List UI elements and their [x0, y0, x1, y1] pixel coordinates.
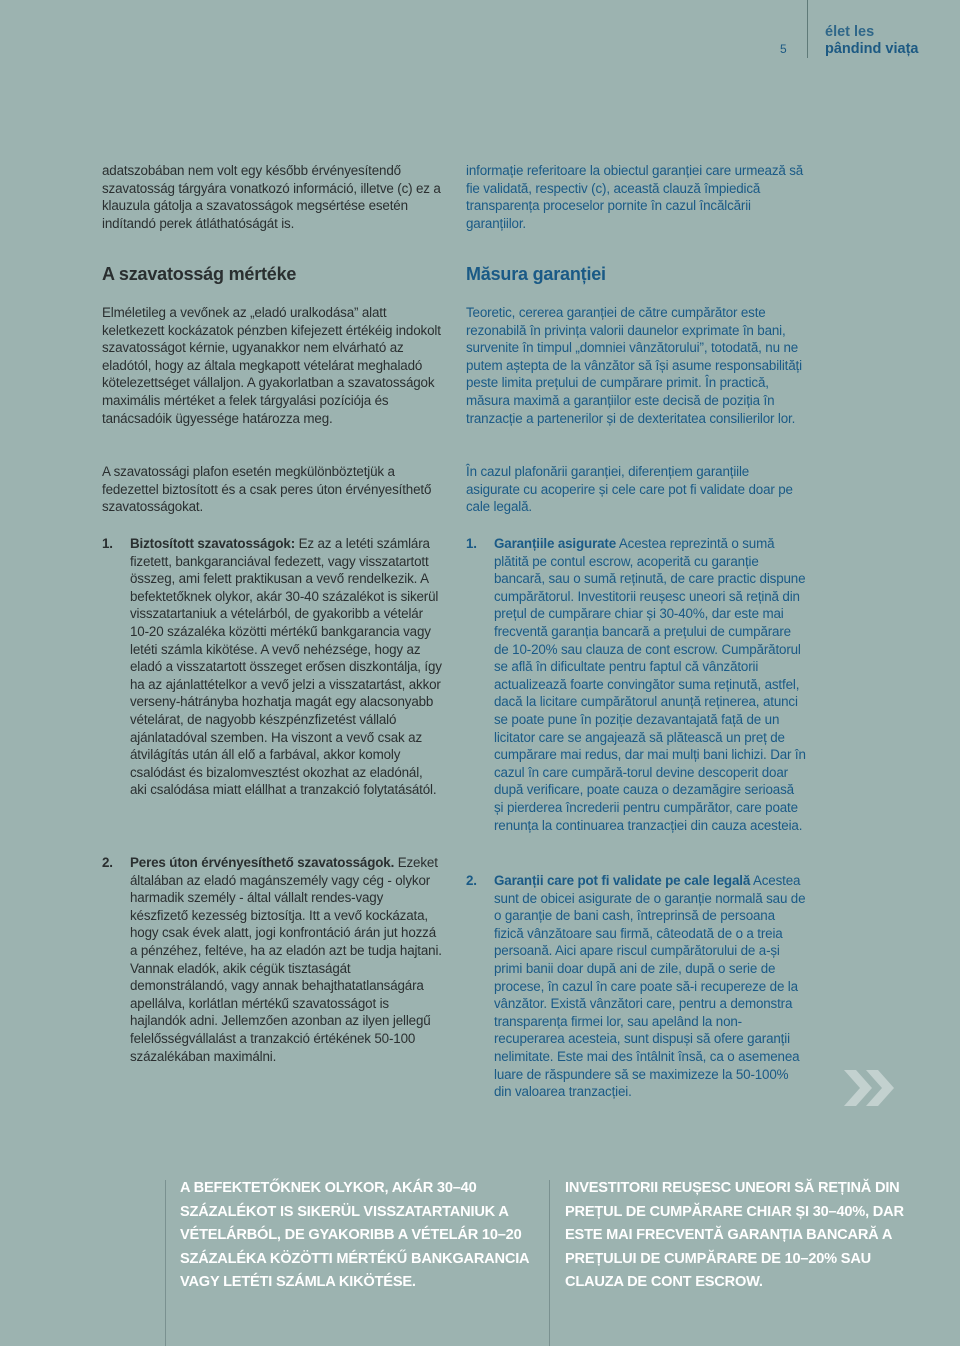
- ro-list-item-1: [466, 535, 806, 834]
- list-item-lead: Biztosított szavatosságok:: [130, 536, 296, 551]
- ro-paragraph-1: Teoretic, cererea garanției de către cumpărător este rezonabilă în privința valorii daunelor exprimate în bani, survenite în timpul „domniei vânzătorului”, totodată, nu ne putem aștepta de la vânzător să își asume responsabilități peste limita prețului de cumpărare primit. În practică, măsura maximă a garanțiilor este decisă de poziția în tranzacție a partenerilor și de dexteritatea consilierilor lor.: [466, 305, 802, 426]
- quote-divider-right: [549, 1180, 550, 1346]
- hu-section-heading: A szavatosság mértéke: [102, 264, 297, 284]
- brand-line-1: élet les: [825, 24, 875, 40]
- page-number: 5: [780, 42, 787, 56]
- ro-pull-quote: INVESTITORII REUȘESC UNEORI SĂ REȚINĂ DIN PREȚUL DE CUMPĂRARE CHIAR ȘI 30–40%, DAR ESTE MAI FRECVENTĂ GARANȚIA BANCARĂ A PREȚULUI DE CUMPĂRARE DE 10–20% SAU CLAUZA DE CONT ESCROW.: [565, 1180, 904, 1290]
- list-number: 1.: [466, 536, 477, 551]
- ro-list-item-2: [466, 872, 806, 1101]
- list-item-text: Acestea sunt de obicei asigurate de o garanție normală sau de o garanție de bani cash, întreprinsă de persoana fizică vânzătoare sau firmă, câteodată de o a treia persoană. Aici apare riscul cumpărătorului de a-și primi banii doar după ani de zile, după o serie de procese, în cazul în care poate să-i recupereze de la vânzător. Există vânzători care, pentru a demonstra transparența firmei lor, sau apelând la non-recuperarea acesteia, sunt dispuși să ofere garanții nelimitate. Este mai des întâlnit însă, ca o asemenea luare de răspundere să se maximizeze la 50-100% din valoarea tranzacției.: [494, 873, 806, 1100]
- list-number: 1.: [102, 536, 113, 551]
- list-item-text: Ezeket általában az eladó magánszemély vagy cég - olykor harmadik személy - által vállalt rendes-vagy készfizető kezesség biztosítja. Itt a vevő kockázata, hogy csak évek alatt, jogi konfrontáció árán jut hozzá a pénzéhez, feltéve, ha az eladón azt be tudja hajtani. Vannak eladók, akik cégük tisztaságát demonstrálandó, vagy annak behajthatatlanságára apellálva, korlátlan mértékű szavatosságot is hajlandók adni. Jellemzően azonban az ilyen jellegű felelősségvállalást a tranzakció értékének 50-100 százalékában maximálni.: [130, 855, 442, 1064]
- hu-intro-paragraph: adatszobában nem volt egy később érvényesítendő szavatosság tárgyára vonatkozó információ, illetve (c) ez a klauzula gátolja a szavatosságok megsértése esetén indítandó perek átláthatóságát is.: [102, 163, 441, 231]
- list-item-lead: Garanțiile asigurate: [494, 536, 617, 551]
- list-item-lead: Garanții care pot fi validate pe cale legală: [494, 873, 751, 888]
- list-number: 2.: [102, 855, 113, 870]
- double-chevron-right-icon: [842, 1068, 898, 1113]
- ro-section-heading: Măsura garanției: [466, 264, 606, 284]
- ro-intro-paragraph: informație referitoare la obiectul garanției care urmează să fie validată, respectiv (c), această clauză împiedică transparența proceselor pornite în cazul încălcării garanțiilor.: [466, 163, 804, 231]
- brand-line-2: pândind viața: [825, 41, 919, 57]
- quote-divider-left: [165, 1180, 166, 1346]
- hu-list-item-2: [102, 854, 442, 1065]
- hu-list-item-1: [102, 535, 442, 799]
- list-item-text: Acestea reprezintă o sumă plătită pe contul escrow, acoperită cu garanție bancară, sau o sumă reținută, de care practic dispune cumpărătorul. Investitorii reușesc uneori să rețină din prețul de cumpărare chiar și 30-40%, dar este mai frecventă garanția bancară a prețului de cumpărare de 10-20% sau clauza de cont escrow. Cumpărătorul se află în dificultate pentru faptul că vânzătorii actualizează foarte convingător suma reținută, astfel, dacă la licitare cumpărătorul anunță reținerea, atunci se poate pune în poziție dezavantajată față de un licitator care se angajează să plătească un preț de cumpărare mai redus, dar mai mulți bani lichizi. Dar în cazul în care cumpără-torul devine descoperit doar după verificare, poate cauza o dezamăgire serioasă și pierderea încrederii pentru cumpărător, care poate renunța la continuarea tranzacției din cauza acesteia.: [494, 536, 806, 833]
- brand-title: [825, 24, 918, 58]
- list-item-lead: Peres úton érvényesíthető szavatosságok.: [130, 855, 395, 870]
- hu-pull-quote: A BEFEKTETŐKNEK OLYKOR, AKÁR 30–40 SZÁZALÉKOT IS SIKERÜL VISSZATARTANIUK A VÉTELÁRBÓL, DE GYAKORIBB A VÉTELÁR 10–20 SZÁZALÉKA KÖZÖTTI MÉRTÉKŰ BANKGARANCIA VAGY LETÉTI SZÁMLA KIKÖTÉSE.: [180, 1180, 529, 1290]
- hu-paragraph-1: Elméletileg a vevőnek az „eladó uralkodása” alatt keletkezett kockázatok pénzben kifejezett értékéig indokolt szavatosságot kérnie, ugyanakkor nem elvárható az eladótól, hogy az általa megkapott vételárat meghaladó kötelezettséget vállaljon. A gyakorlatban a szavatosságok maximális mértéket a felek tárgyalási pozíciója és tanácsadóik ügyessége határozza meg.: [102, 305, 441, 426]
- list-item-text: Ez az a letéti számlára fizetett, bankgaranciával fedezett, vagy visszatartott összeg, ami felett praktikusan a vevő rendelkezik. A befektetőknek olykor, akár 30-40 százalékot is sikerül visszatartaniuk a vételárból, de gyakoribb a vételár 10-20 százaléka közötti mértékű bankgarancia vagy letéti számla kikötése. A vevő nehézsége, hogy az eladó a visszatartott összeget erősen diszkontálja, így ha az ajánlattételkor a vevő jelzi a visszatartást, akkor verseny-hátrányba hozhatja magát egy alacsonyabb vételárat, de nagyobb készpénzfizetést vállaló ajánlatadóval szemben. Ha viszont a vevő csak az átvilágítás után áll elő a farbával, akkor komoly csalódást és bizalomvesztést okozhat az eladónál, aki csalódása miatt elállhat a tranzakció folytatásától.: [130, 536, 442, 798]
- header-divider: [807, 0, 808, 58]
- ro-paragraph-2: În cazul plafonării garanției, diferențiem garanțiile asigurate cu acoperire și cele care pot fi validate doar pe cale legală.: [466, 464, 793, 515]
- hu-paragraph-2: A szavatossági plafon esetén megkülönböztetjük a fedezettel biztosított és a csak peres úton érvényesíthető szavatosságokat.: [102, 464, 432, 515]
- list-number: 2.: [466, 873, 477, 888]
